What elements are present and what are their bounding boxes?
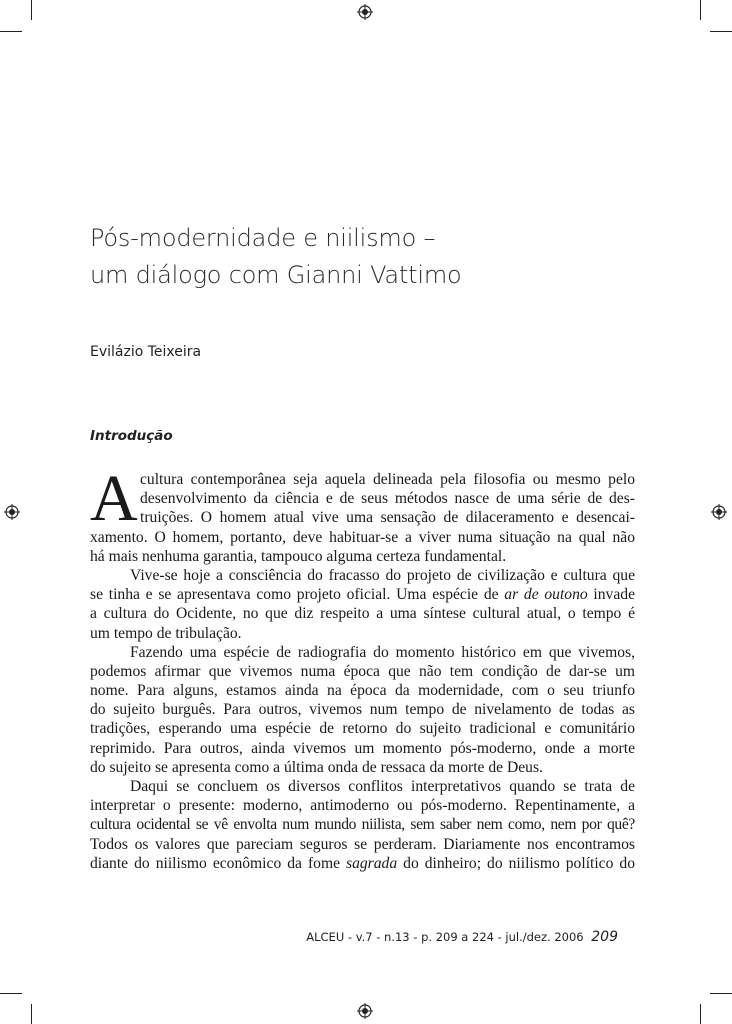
paragraph-1-line: xamento. O homem, portanto, deve habituar-se a viver numa situação na qual não: [90, 528, 635, 546]
paragraph-3-line: podemos afirmar que vivemos numa época que não tem condição de dar-se um: [90, 662, 635, 680]
crop-mark-top-left-h: [0, 31, 22, 32]
paragraph-1-line: desenvolvimento da ciência e de seus métodos nasce de uma série de des-: [140, 490, 635, 508]
crop-mark-bottom-left-v: [31, 1004, 32, 1024]
article-title-line-2: um diálogo com Gianni Vattimo: [90, 261, 462, 289]
paragraph-4-line: Todos os valores que pareciam seguros se perderam. Diariamente nos encontramos: [90, 835, 635, 853]
crop-mark-bottom-right-v: [700, 1004, 701, 1024]
registration-mark-left-icon: [4, 504, 20, 520]
journal-citation: ALCEU - v.7 - n.13 - p. 209 a 224 - jul./dez. 2006: [306, 930, 584, 944]
paragraph-3-line: Fazendo uma espécie de radiografia do momento histórico em que vivemos,: [130, 643, 635, 661]
crop-mark-top-left-v: [31, 0, 32, 20]
paragraph-4-line: interpretar o presente: moderno, antimoderno ou pós-moderno. Repentinamente, a: [90, 797, 635, 815]
paragraph-3-line: nome. Para alguns, estamos ainda na época da modernidade, com o seu triunfo: [90, 682, 635, 700]
paragraph-1-line: há mais nenhuma garantia, tampouco alguma certeza fundamental.: [90, 547, 507, 565]
paragraph-1-line: cultura contemporânea seja aquela delineada pela filosofia ou mesmo pelo: [140, 471, 635, 488]
crop-mark-top-right-v: [700, 0, 701, 20]
paragraph-4-line: cultura ocidental se vê envolta num mundo niilista, sem saber nem como, nem por quê?: [90, 816, 635, 834]
paragraph-1-line: truições. O homem atual vive uma sensação de dilaceramento e desencai-: [140, 509, 635, 527]
section-heading: Introdução: [90, 428, 173, 444]
article-body: [90, 470, 635, 873]
crop-mark-bottom-right-h: [710, 993, 732, 994]
italic-phrase: ar de outono: [504, 586, 588, 604]
italic-word: sagrada: [346, 854, 398, 872]
article-title: [90, 220, 650, 294]
paragraph-4-line: Daqui se concluem os diversos conflitos interpretativos quando se trata de: [130, 778, 635, 795]
paragraph-2-line: se tinha e se apresentava como projeto oficial. Uma espécie de ar de outono invade: [90, 586, 635, 604]
registration-mark-top-icon: [357, 4, 373, 20]
paragraph-3-line: reprimido. Para outros, ainda vivemos um momento pós-moderno, onde a morte: [90, 739, 635, 757]
drop-cap: A: [90, 462, 138, 535]
paragraph-3-line: do sujeito burguês. Para outros, vivemos num tempo de nivelamento de todas as: [90, 701, 635, 719]
author-name: Evilázio Teixeira: [90, 344, 202, 360]
paragraph-2-line: um tempo de tribulação.: [90, 624, 242, 642]
page-number: 209: [591, 929, 618, 945]
crop-mark-bottom-left-h: [0, 993, 22, 994]
paragraph-3-line: tradições, esperando uma espécie de retorno do sujeito tradicional e comunitário: [90, 720, 635, 738]
paragraph-2-line: a cultura do Ocidente, no que diz respeito a uma síntese cultural atual, o tempo é: [90, 605, 635, 623]
registration-mark-bottom-icon: [357, 1003, 373, 1019]
paragraph-3-line: do sujeito se apresenta como a última onda de ressaca da morte de Deus.: [90, 758, 543, 776]
page-footer: [306, 929, 618, 945]
crop-mark-top-right-h: [710, 31, 732, 32]
paragraph-2-line: Vive-se hoje a consciência do fracasso do projeto de civilização e cultura que: [130, 566, 635, 584]
article-title-line-1: Pós-modernidade e niilismo –: [90, 224, 436, 252]
paragraph-4-line: diante do niilismo econômico da fome sagrada do dinheiro; do niilismo político do: [90, 854, 635, 872]
registration-mark-right-icon: [711, 504, 727, 520]
